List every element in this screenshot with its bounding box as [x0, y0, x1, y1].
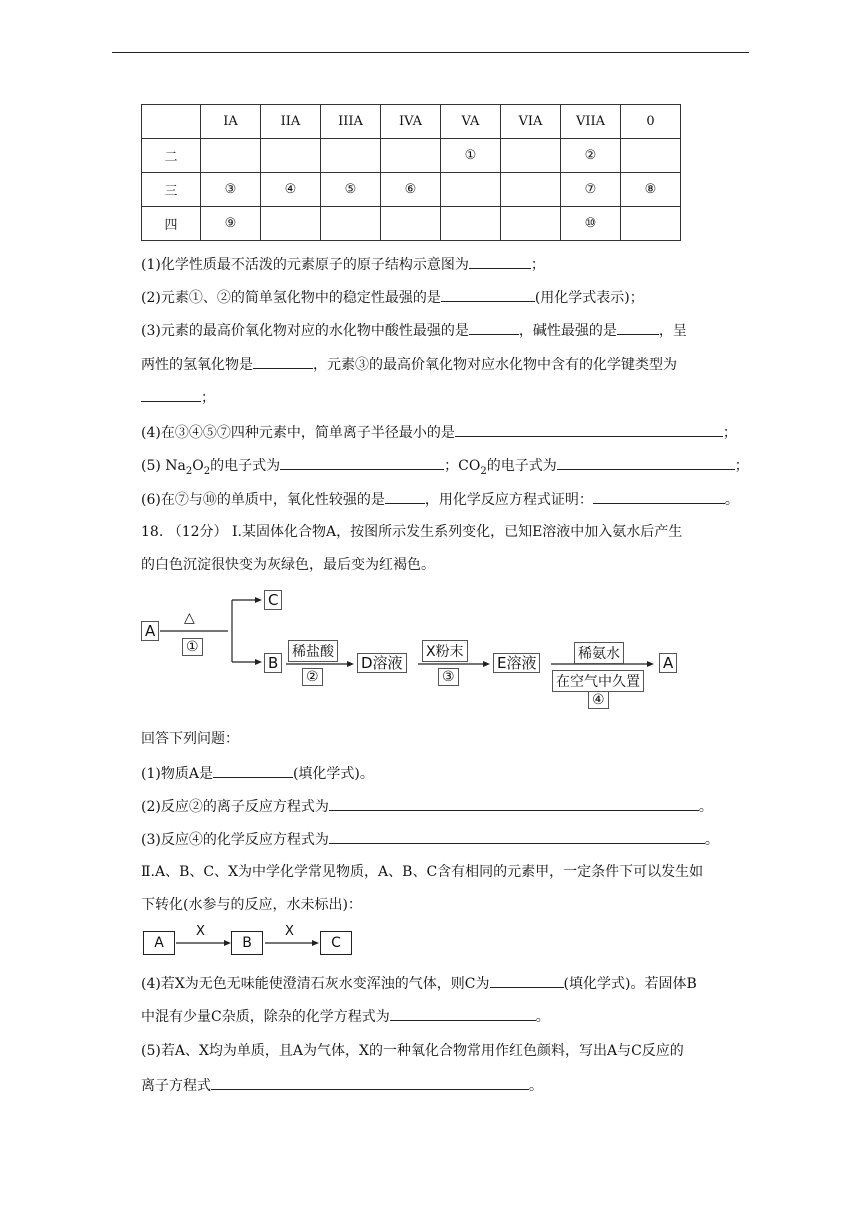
question-18-1 [141, 763, 374, 784]
question-text: 离子方程式 [141, 1078, 211, 1094]
question-text: ； [201, 390, 215, 406]
table-cell [621, 207, 681, 241]
question-text: (4)若X为无色无味能使澄清石灰水变浑浊的气体，则C为 [141, 976, 490, 992]
table-cell: ③ [201, 173, 261, 207]
table-row [142, 207, 681, 241]
question-number: 18. [141, 524, 164, 540]
answer-blank[interactable] [557, 455, 735, 470]
table-cell: ⑥ [381, 173, 441, 207]
periodic-table [141, 104, 681, 241]
answer-blank[interactable] [490, 973, 564, 988]
question-5 [141, 455, 749, 482]
answer-blank[interactable] [617, 320, 659, 335]
table-cell: ② [561, 139, 621, 173]
reagent-x-label: X [285, 924, 294, 939]
table-cell: ⑦ [561, 173, 621, 207]
question-ii-5 [141, 1041, 684, 1061]
question-text: (3)元素的最高价氧化物对应的水化物中酸性最强的是 [141, 323, 469, 339]
question-18-intro [141, 522, 682, 542]
question-text: (填化学式)。 [292, 766, 374, 782]
question-text: 中混有少量C杂质，除杂的化学方程式为 [141, 1009, 390, 1025]
table-cell: VIA [501, 105, 561, 139]
compound-a-box: A [659, 653, 677, 673]
table-cell [321, 207, 381, 241]
question-text: (5) Na [141, 458, 186, 474]
question-ii-4-cont [141, 1006, 550, 1027]
question-text: ； [530, 257, 545, 273]
step-label: ② [302, 668, 323, 686]
d-solution-box: D溶液 [357, 653, 407, 673]
answer-blank[interactable] [455, 422, 723, 437]
header-rule [112, 52, 749, 53]
table-cell [501, 139, 561, 173]
table-cell: IVA [381, 105, 441, 139]
step-label: ① [182, 638, 203, 656]
answer-blank[interactable] [385, 489, 425, 504]
question-text: (4)在③④⑤⑦四种元素中，简单离子半径最小的是 [141, 425, 455, 441]
question-text: (5)若A、X均为单质，且A为气体，X的一种氧化合物常用作红色颜料，写出A与C反应的 [141, 1043, 684, 1059]
question-text: ； [734, 458, 749, 474]
question-score: （12分） [167, 524, 228, 540]
question-3-cont [141, 354, 677, 375]
node-c-box: C [320, 931, 352, 955]
question-1 [141, 254, 545, 275]
table-cell: IIA [261, 105, 321, 139]
table-cell [261, 207, 321, 241]
table-cell: 二 [142, 139, 201, 173]
part-2-intro-2 [141, 895, 362, 915]
compound-a-box: A [141, 621, 159, 641]
question-text: ，碱性最强的是 [518, 323, 617, 339]
step-label: ③ [438, 668, 459, 686]
reagent-label: 稀盐酸 [288, 640, 338, 662]
table-cell [441, 207, 501, 241]
answer-blank[interactable] [141, 387, 201, 402]
answer-blank[interactable] [441, 287, 535, 302]
question-3 [141, 320, 687, 341]
condition-label: 在空气中久置 [552, 670, 644, 692]
table-cell [201, 139, 261, 173]
question-text: ，用化学反应方程式证明： [424, 492, 593, 508]
question-text: 。 [698, 799, 713, 815]
answer-blank[interactable] [280, 455, 444, 470]
table-row [142, 139, 681, 173]
answer-blank[interactable] [253, 354, 313, 369]
question-text: 下转化(水参与的反应，水未标出)： [141, 897, 362, 913]
question-text: 两性的氢氧化物是 [141, 357, 253, 373]
answer-blank[interactable] [329, 829, 705, 844]
subscript: 2 [480, 465, 487, 477]
answer-blank[interactable] [469, 320, 519, 335]
subscript: 2 [203, 465, 211, 477]
reagent-x-label: X [196, 924, 205, 939]
question-text: 。 [529, 1078, 543, 1094]
question-4 [141, 422, 737, 443]
table-cell: ⑧ [621, 173, 681, 207]
table-cell: VA [441, 105, 501, 139]
question-text: 的电子式为 [486, 458, 557, 474]
question-text: (用化学式表示)； [534, 290, 644, 306]
answer-blank[interactable] [329, 796, 699, 811]
question-2 [141, 287, 644, 308]
e-solution-box: E溶液 [493, 653, 540, 673]
question-text: 回答下列问题： [141, 731, 239, 747]
table-cell: ⑤ [321, 173, 381, 207]
question-text: 。 [724, 492, 739, 508]
question-ii-4 [141, 973, 697, 994]
table-cell: ⑨ [201, 207, 261, 241]
node-b-box: B [231, 931, 263, 955]
answer-blank[interactable] [593, 489, 725, 504]
question-text: 的电子式为 [210, 458, 281, 474]
question-text: O [192, 458, 204, 474]
question-18-2 [141, 796, 713, 817]
table-cell [321, 139, 381, 173]
question-text: ；CO [444, 458, 481, 474]
table-cell: 四 [142, 207, 201, 241]
question-text: ； [722, 425, 737, 441]
table-cell [501, 207, 561, 241]
compound-c-box: C [264, 590, 282, 610]
question-text: Ⅰ.某固体化合物A，按图所示发生系列变化，已知E溶液中加入氨水后产生 [232, 524, 683, 540]
question-text: (1)物质A是 [141, 766, 213, 782]
table-cell: ① [441, 139, 501, 173]
table-cell [261, 139, 321, 173]
compound-b-box: B [264, 653, 282, 673]
question-text: 的白色沉淀很快变为灰绿色，最后变为红褐色。 [141, 557, 435, 573]
answer-blank[interactable] [213, 763, 293, 778]
table-cell [501, 173, 561, 207]
question-text: (填化学式)。若固体B [563, 976, 697, 992]
table-cell [381, 207, 441, 241]
question-text: 。 [535, 1009, 550, 1025]
table-cell: IIIA [321, 105, 381, 139]
question-text: (1)化学性质最不活泼的元素原子的原子结构示意图为 [141, 257, 469, 273]
step-label: ④ [588, 691, 609, 709]
heat-symbol: △ [184, 610, 195, 626]
table-cell [381, 139, 441, 173]
subscript: 2 [185, 465, 193, 477]
question-text: ，元素③的最高价氧化物对应水化物中含有的化学键类型为 [313, 357, 677, 373]
node-a-box: A [143, 931, 175, 955]
question-ii-5-cont [141, 1075, 543, 1096]
table-header-row [142, 105, 681, 139]
question-18-3 [141, 829, 719, 850]
part-2-intro [141, 862, 703, 882]
question-text: ，呈 [658, 323, 687, 339]
question-text: (2)元素①、②的简单氢化物中的稳定性最强的是 [141, 290, 441, 306]
table-cell: VIIA [561, 105, 621, 139]
table-cell [621, 139, 681, 173]
question-text: (3)反应④的化学反应方程式为 [141, 832, 329, 848]
question-3-end [141, 387, 215, 408]
question-text: 。 [704, 832, 719, 848]
question-18-intro-2 [141, 555, 435, 575]
reagent-label: X粉末 [422, 640, 468, 662]
question-text: Ⅱ.A、B、C、X为中学化学常见物质，A、B、C含有相同的元素甲，一定条件下可以发生如 [141, 864, 704, 880]
reagent-label: 稀氨水 [574, 642, 624, 664]
table-cell: ⑩ [561, 207, 621, 241]
table-cell: 三 [142, 173, 201, 207]
answer-blank[interactable] [211, 1075, 529, 1090]
table-row [142, 173, 681, 207]
table-cell [142, 105, 201, 139]
answer-prompt [141, 729, 239, 749]
table-cell [441, 173, 501, 207]
question-text: (2)反应②的离子反应方程式为 [141, 799, 329, 815]
table-cell: ④ [261, 173, 321, 207]
table-cell: 0 [621, 105, 681, 139]
answer-blank[interactable] [469, 254, 531, 269]
answer-blank[interactable] [390, 1006, 536, 1021]
table-cell: IA [201, 105, 261, 139]
question-text: (6)在⑦与⑩的单质中，氧化性较强的是 [141, 492, 385, 508]
question-6 [141, 489, 739, 510]
